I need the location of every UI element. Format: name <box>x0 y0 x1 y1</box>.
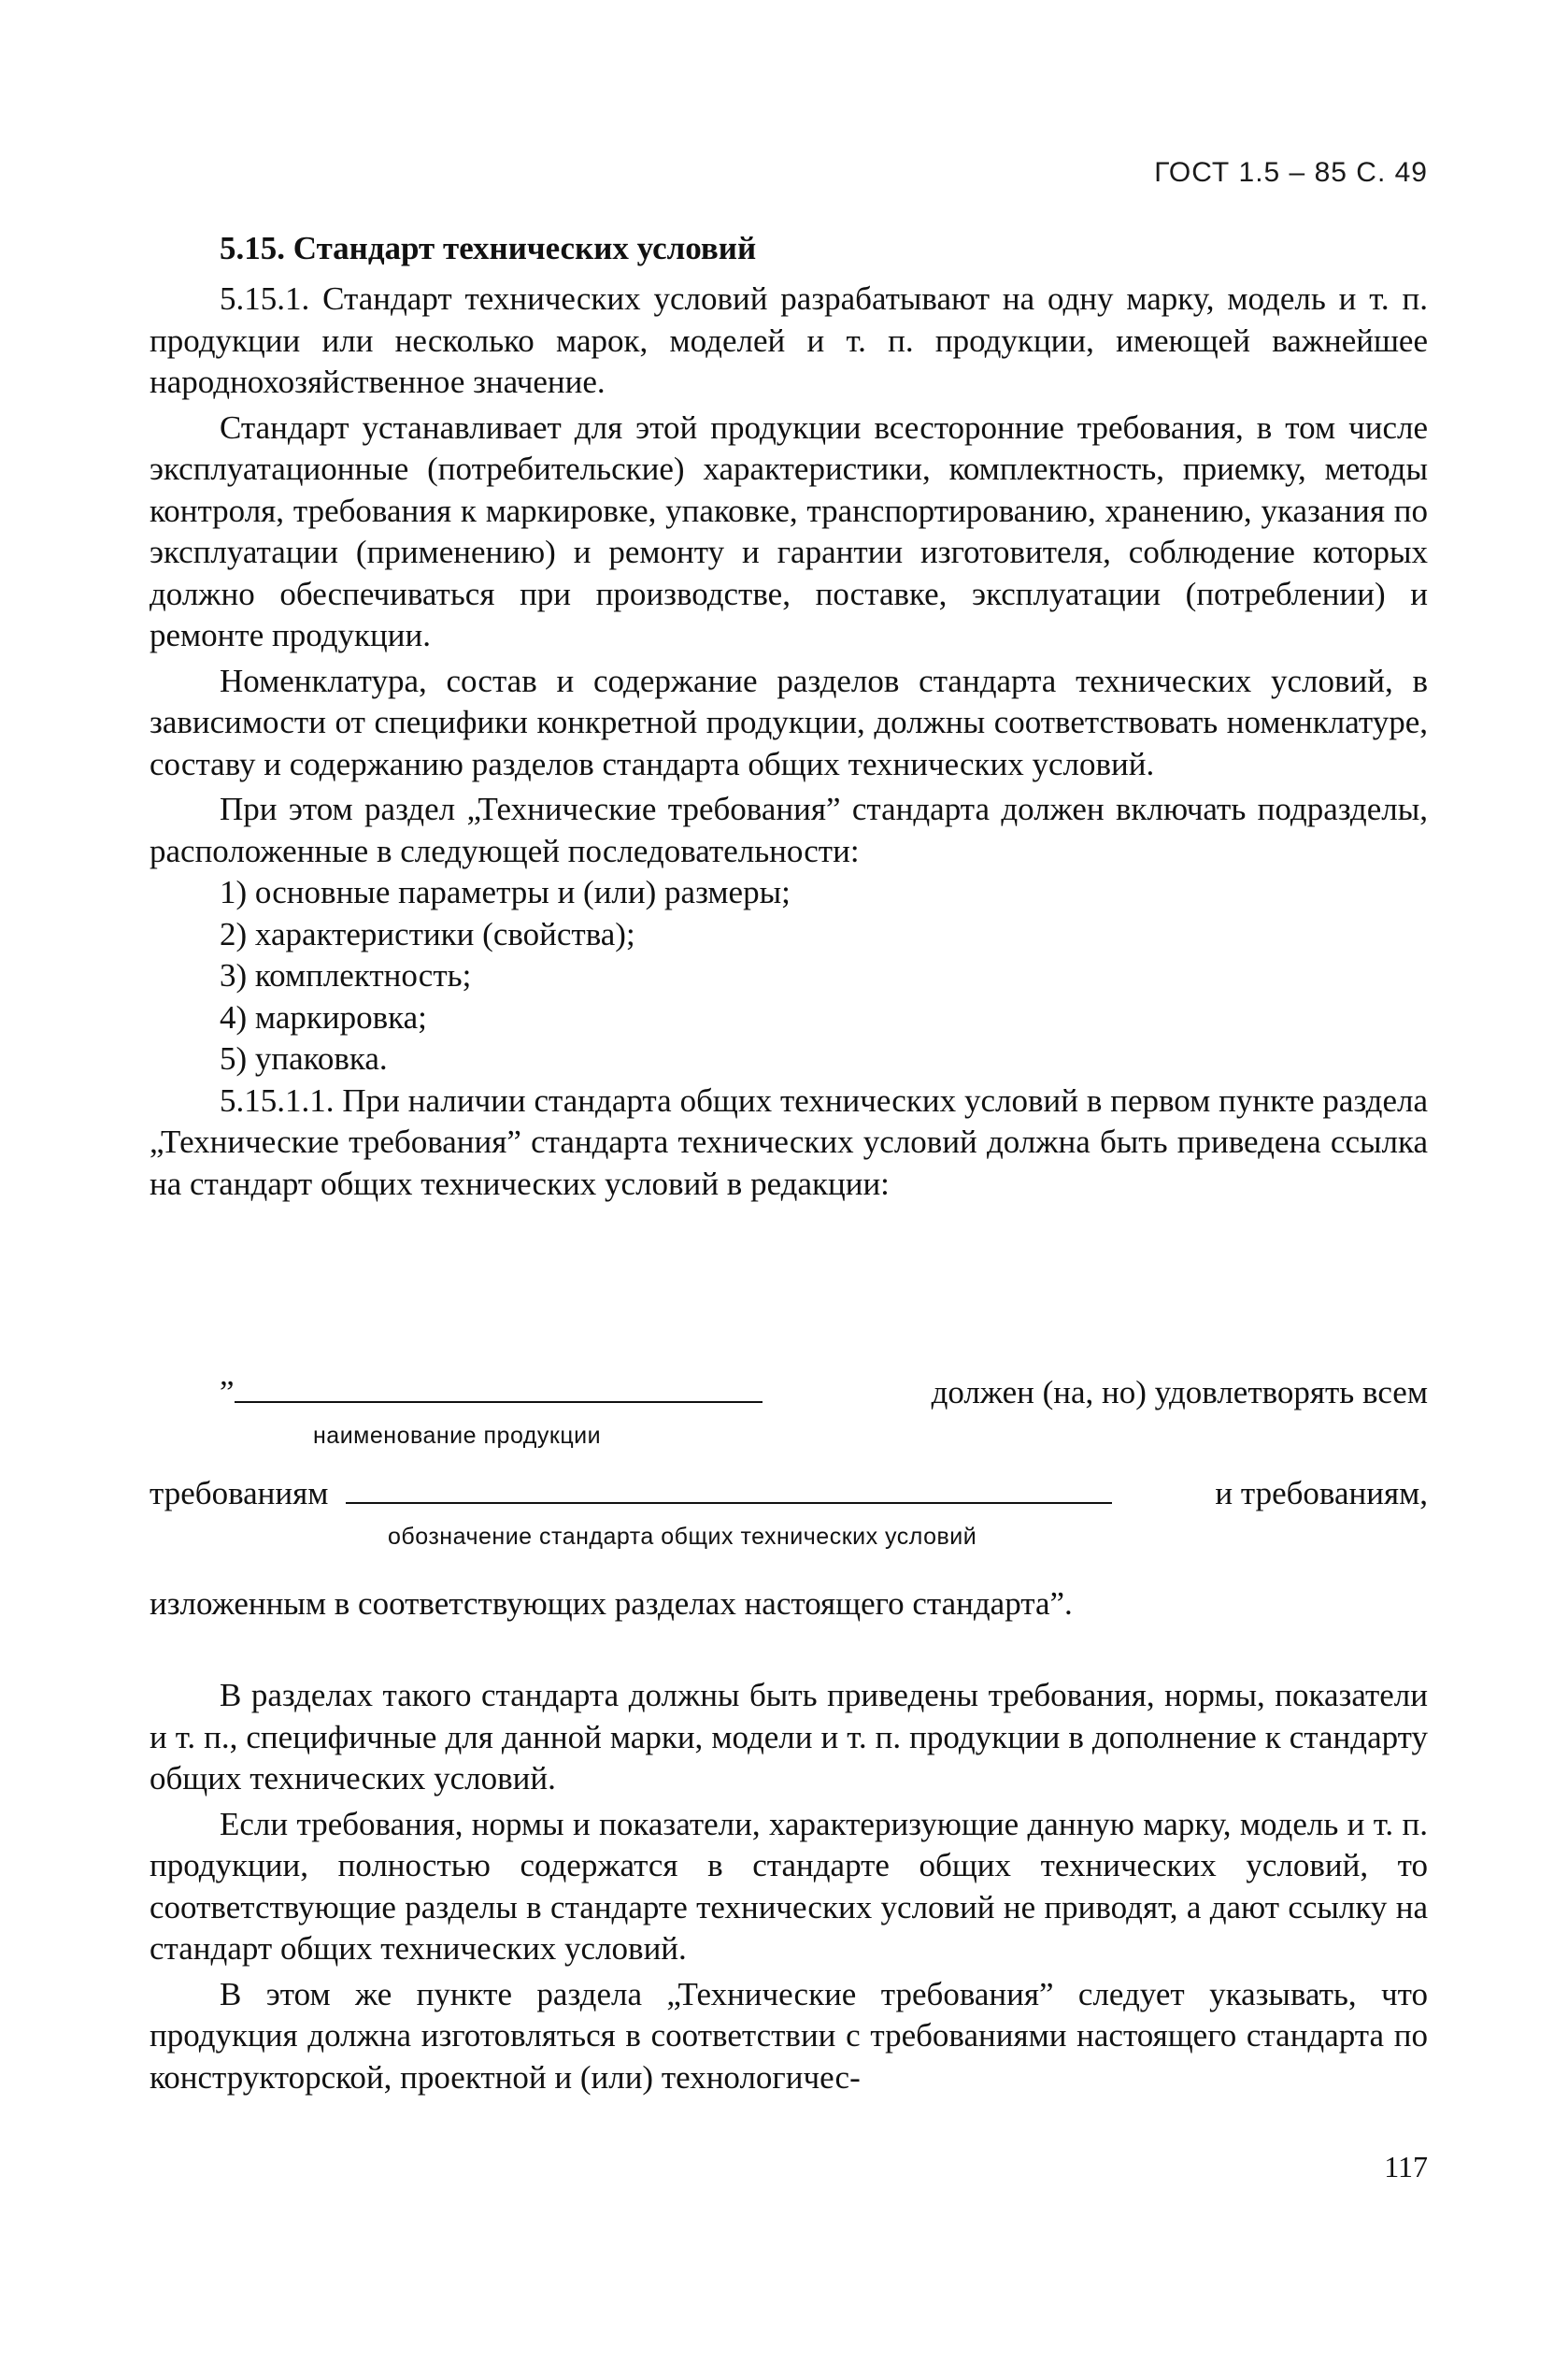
blank-line-product <box>235 1377 763 1403</box>
form-row-3: изложенным в соответствующих разделах настоящего стандарта”. <box>150 1585 1073 1622</box>
list-item: 3) комплектность; <box>220 957 472 994</box>
blank-line-standard <box>346 1478 1112 1504</box>
body-text-top <box>150 279 1428 1205</box>
body-text-bottom <box>150 1675 1428 2098</box>
list-item: 1) основные параметры и (или) размеры; <box>220 874 791 910</box>
form-row-2 <box>150 1475 1112 1512</box>
form-row-1-text: должен (на, но) удовлетворять всем <box>931 1374 1428 1410</box>
subsection-list <box>150 872 1428 1081</box>
paragraph: При этом раздел „Технические требования” стандарта должен включать подразделы, расположенные в следующей последовательности: <box>150 791 1428 869</box>
paragraph: 5.15.1. Стандарт технических условий разрабатывают на одну марку, модель и т. п. продукции или несколько марок, моделей и т. п. продукции, имеющей важнейшее народнохозяйственное значение. <box>150 280 1428 400</box>
paragraph: Если требования, нормы и показатели, характеризующие данную марку, модель и т. п. продукции, полностью содержатся в стандарте общих технических условий, то соответствующие разделы в стандарте технических условий не приводят, а дают ссылку на стандарт общих технических условий. <box>150 1805 1428 1967</box>
list-item: 4) маркировка; <box>220 998 427 1036</box>
open-quote: ” <box>220 1374 235 1410</box>
paragraph: Номенклатура, состав и содержание разделов стандарта технических условий, в зависимости от специфики конкретной продукции, должны соответствовать номенклатуре, составу и содержанию разделов стандарта общих технических условий. <box>150 662 1428 782</box>
form-row-2-text: и требованиям, <box>1215 1475 1428 1511</box>
page-number: 117 <box>1384 2150 1428 2183</box>
list-item: 5) упаковка. <box>220 1040 388 1077</box>
page-header: ГОСТ 1.5 – 85 С. 49 <box>1154 157 1428 188</box>
paragraph-5-15-1-1: 5.15.1.1. При наличии стандарта общих технических условий в первом пункте раздела „Технические требования” стандарта технических условий должна быть приведена ссылка на стандарт общих технических условий в редакции: <box>150 1081 1428 1202</box>
form-row-1 <box>220 1374 763 1411</box>
form-row-2-lead: требованиям <box>150 1475 329 1511</box>
paragraph: В разделах такого стандарта должны быть приведены требования, нормы, показатели и т. п., специфичные для данной марки, модели и т. п. продукции в дополнение к стандарту общих технических условий. <box>150 1677 1428 1797</box>
caption-product-name: наименование продукции <box>313 1423 602 1449</box>
paragraph: В этом же пункте раздела „Технические требования” следует указывать, что продукция должна изготовляться в соответствии с требованиями настоящего стандарта по конструкторской, проектной и (или) технологичес- <box>150 1975 1428 2096</box>
list-item: 2) характеристики (свойства); <box>220 915 635 952</box>
caption-standard-designation: обозначение стандарта общих технических условий <box>388 1524 977 1550</box>
section-title: 5.15. Стандарт технических условий <box>220 230 757 266</box>
paragraph: Стандарт устанавливает для этой продукции всесторонние требования, в том числе эксплуатационные (потребительские) характеристики, комплектность, приемку, методы контроля, требования к маркировке, упаковке, транспортированию, хранению, указания по эксплуатации (применению) и ремонту и гарантии изготовителя, соблюдение которых должно обеспечиваться при производстве, поставке, эксплуатации (потреблении) и ремонте продукции. <box>150 408 1428 653</box>
